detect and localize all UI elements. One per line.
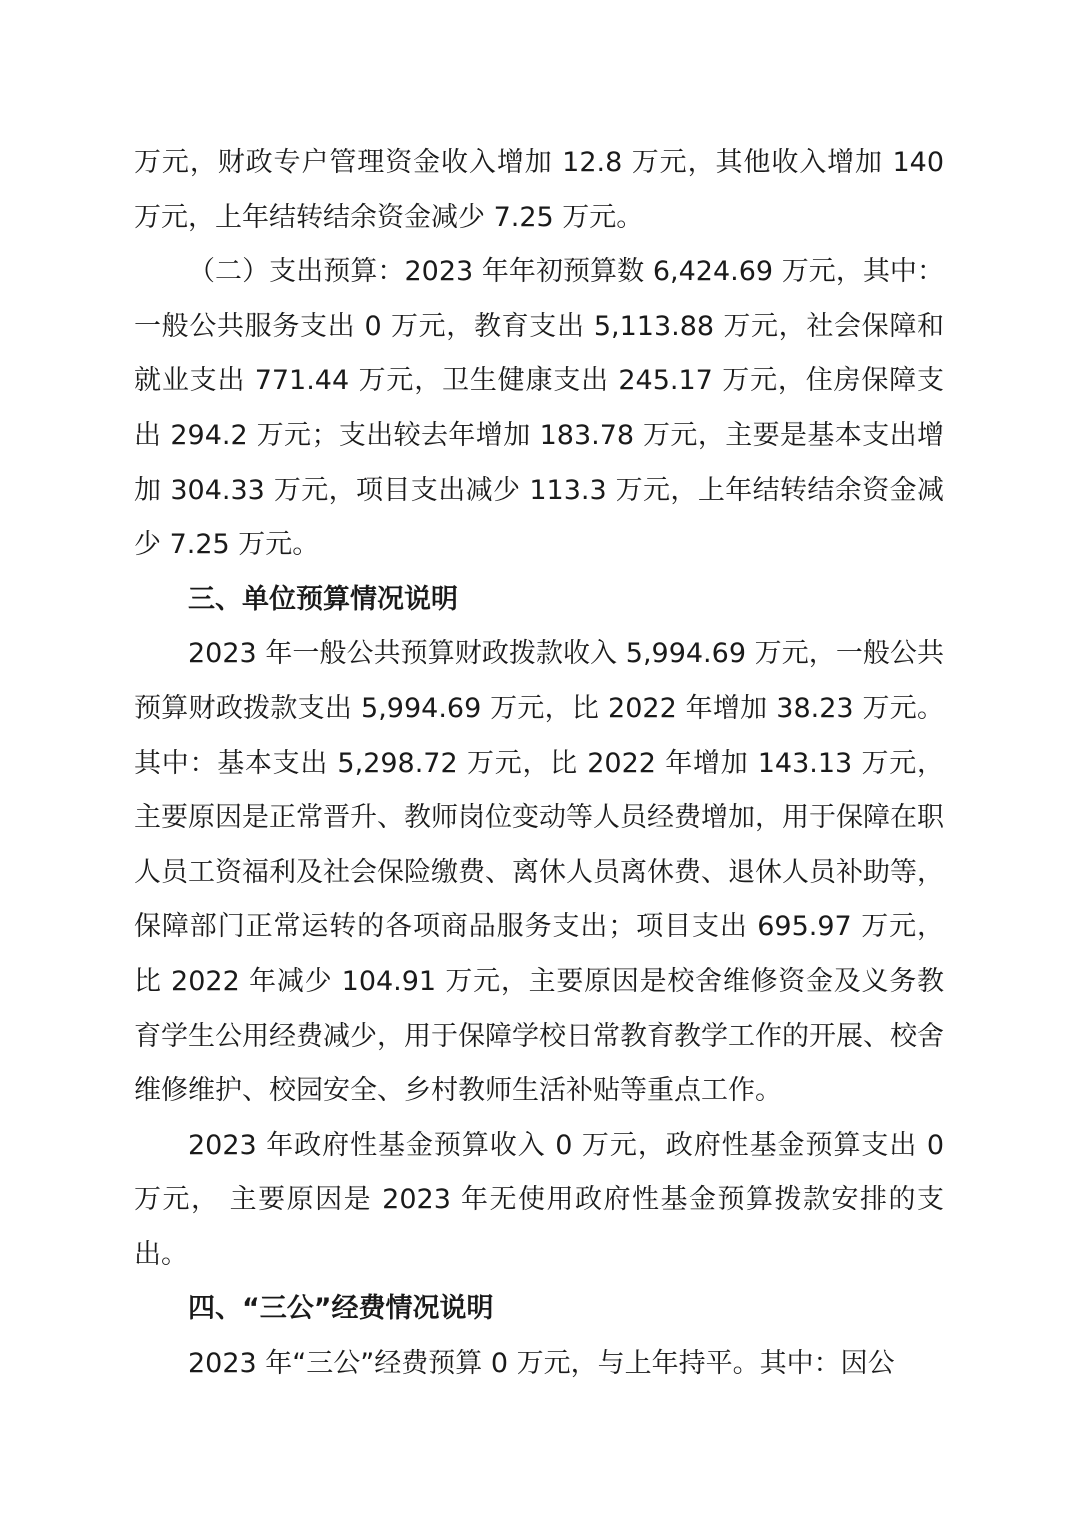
section-heading-unit-budget: 三、单位预算情况说明: [188, 583, 458, 615]
paragraph-government-fund-budget: 2023 年政府性基金预算收入 0 万元，政府性基金预算支出 0 万元， 主要原因是 2023 年无使用政府性基金预算拨款安排的支出。: [134, 1129, 944, 1270]
paragraph-expenditure-budget: （二）支出预算：2023 年年初预算数 6,424.69 万元，其中：一般公共服务支出 0 万元，教育支出 5,113.88 万元，社会保障和就业支出 771.44 万元，卫生健康支出 245.17 万元，住房保障支出 294.2 万元；支出较去年增加 183.78 万元，主要是基本支出增加 304.33 万元，项目支出减少 113.3 万元，上年结转结余资金减少 7.25 万元。: [134, 256, 944, 561]
paragraph-three-public-budget: 2023 年“三公”经费预算 0 万元，与上年持平。其中：因公: [188, 1348, 895, 1380]
section-heading-three-public: 四、“三公”经费情况说明: [188, 1293, 494, 1325]
paragraph-continuation: 万元，财政专户管理资金收入增加 12.8 万元，其他收入增加 140 万元，上年结转结余资金减少 7.25 万元。: [134, 147, 944, 233]
paragraph-general-public-budget: 2023 年一般公共预算财政拨款收入 5,994.69 万元，一般公共预算财政拨款支出 5,994.69 万元，比 2022 年增加 38.23 万元。其中：基本支出 5,298.72 万元，比 2022 年增加 143.13 万元，主要原因是正常晋升、教师岗位变动等人员经费增加，用于保障在职人员工资福利及社会保险缴费、离休人员离休费、退休人员补助等，保障部门正常运转的各项商品服务支出；项目支出 695.97 万元，比 2022 年减少 104.91 万元，主要原因是校舍维修资金及义务教育学生公用经费减少，用于保障学校日常教育教学工作的开展、校舍维修维护、校园安全、乡村教师生活补贴等重点工作。: [134, 638, 944, 1107]
document-body: [134, 136, 944, 1392]
